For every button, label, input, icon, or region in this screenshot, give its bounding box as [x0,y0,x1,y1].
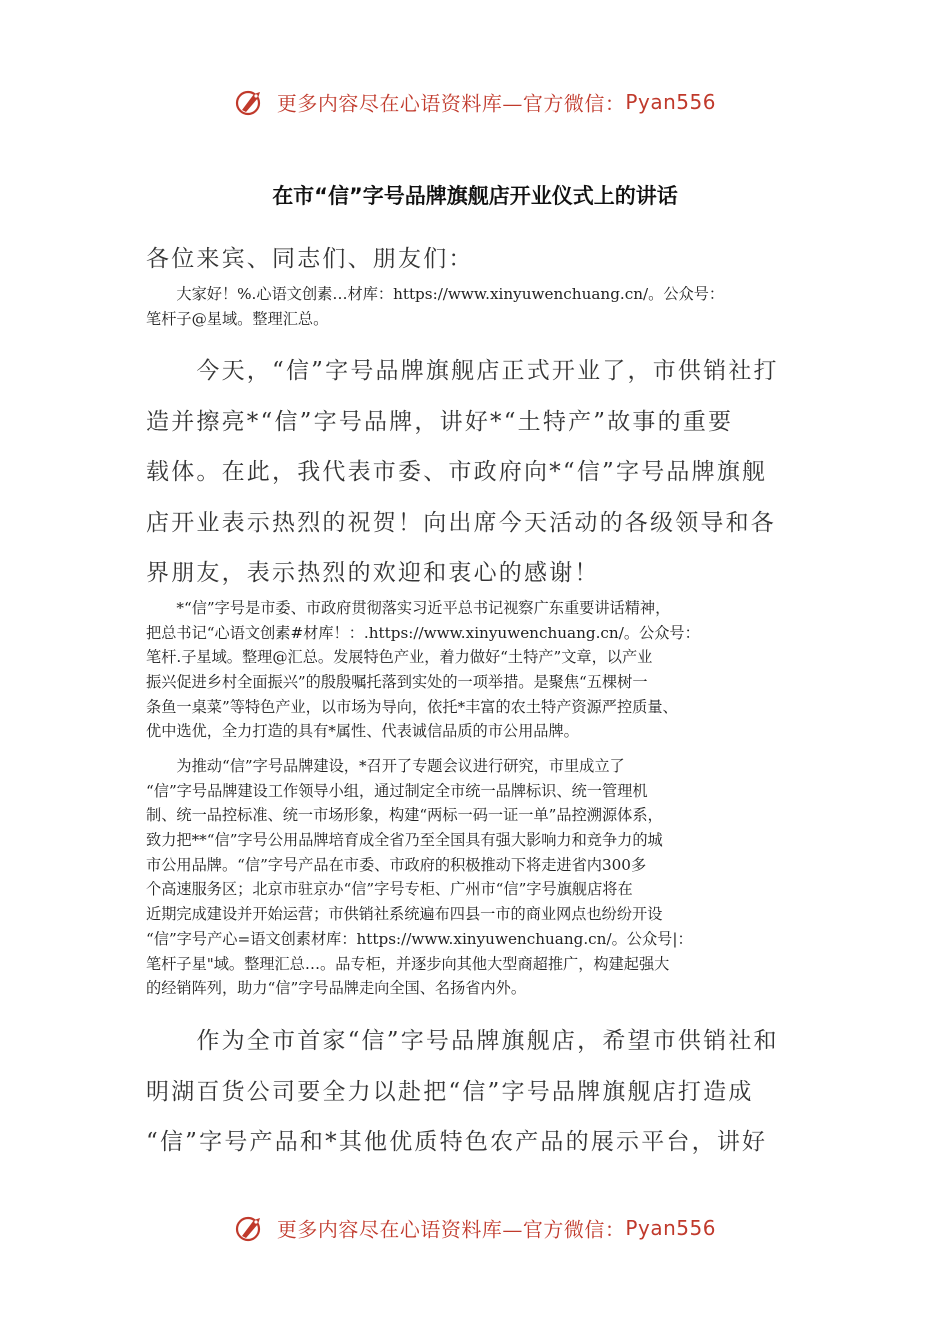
text-line: “信”字号产心=语文创素材库：https://www.xinyuwenchuang.cn/。公众号|： [146,929,693,948]
text-line: 笔杆.子星域。整理@汇总。发展特色产业，着力做好“土特产”文章，以产业 [146,648,653,667]
paragraph-opening [146,346,826,599]
text-line: 近期完成建设并开始运营；市供销社系统遍布四县一市的商业网点也纷纷开设 [146,905,663,924]
text-line: *“信”字号是市委、市政府贯彻落实习近平总书记视察广东重要讲话精神， [146,599,671,617]
text-line: 界朋友，表示热烈的欢迎和衷心的感谢！ [146,560,600,586]
text-line: 明湖百货公司要全力以赴把“信”字号品牌旗舰店打造成 [146,1078,754,1105]
pen-nib-logo-icon [234,1212,266,1244]
text-line: 个高速服务区；北京市驻京办“信”字号专柜、广州市“信”字号旗舰店将在 [146,880,633,899]
watermark-slogan: 更多内容尽在心语资料库—官方微信： [276,91,626,116]
text-line: 店开业表示热烈的祝贺！向出席今天活动的各级领导和各 [146,509,776,536]
text-line: 市公用品牌。“信”字号产品在市委、市政府的积极推动下将走进省内300多 [146,855,647,874]
text-line: 条鱼一桌菜”等特色产业，以市场为导向，依托*丰富的农土特产资源严控质量、 [146,697,678,716]
page-title: 在市“信”字号品牌旗舰店开业仪式上的讲话 [272,184,678,208]
text-line: 作为全市首家“信”字号品牌旗舰店，希望市供销社和 [146,1028,779,1054]
pen-nib-logo-icon [234,86,266,118]
text-line: 大家好！%.心语文创素…材库：https://www.xinyuwenchuang.cn/。公众号： [146,285,725,303]
text-line: 制、统一品控标准、统一市场形象，构建“两标一码一证一单”品控溯源体系， [146,806,663,825]
text-line: 造并擦亮*“信”字号品牌，讲好*“土特产”故事的重要 [146,408,734,435]
source-note [146,282,826,331]
salutation: 各位来宾、同志们、朋友们： [146,246,474,272]
text-line: 的经销阵列，助力“信”字号品牌走向全国、名扬省内外。 [146,979,527,998]
text-line: “信”字号产品和*其他优质特色农产品的展示平台，讲好 [146,1129,768,1155]
paragraph-brand-building [146,754,826,1001]
paragraph-brand-intro [146,596,826,744]
text-line: 笔杆子星"域。整理汇总…。品专柜，并逐步向其他大型商超推广，构建起强大 [146,954,670,973]
paragraph-expectations [146,1016,826,1168]
text-line: 把总书记“心语文创素#材库！：.https://www.xinyuwenchuang.cn/。公众号： [146,623,700,642]
watermark-wechat-id: Pyan556 [625,90,716,114]
watermark-banner-top [0,86,950,118]
text-line: 致力把**“信”字号公用品牌培育成全省乃至全国具有强大影响力和竞争力的城 [146,831,663,850]
watermark-slogan: 更多内容尽在心语资料库—官方微信： [276,1217,626,1242]
text-line: 笔杆子@星域。整理汇总。 [146,309,329,328]
watermark-banner-bottom [0,1212,950,1244]
text-line: 今天，“信”字号品牌旗舰店正式开业了，市供销社打 [146,358,779,384]
text-line: 振兴促进乡村全面振兴”的殷殷嘱托落到实处的一项举措。是聚焦“五棵树一 [146,673,648,692]
text-line: “信”字号品牌建设工作领导小组，通过制定全市统一品牌标识、统一管理机 [146,781,648,800]
text-line: 优中选优，全力打造的具有*属性、代表诚信品质的市公用品牌。 [146,722,579,741]
watermark-wechat-id: Pyan556 [625,1216,716,1240]
text-line: 为推动“信”字号品牌建设，*召开了专题会议进行研究，市里成立了 [146,757,625,775]
text-line: 载体。在此，我代表市委、市政府向*“信”字号品牌旗舰 [146,459,768,485]
